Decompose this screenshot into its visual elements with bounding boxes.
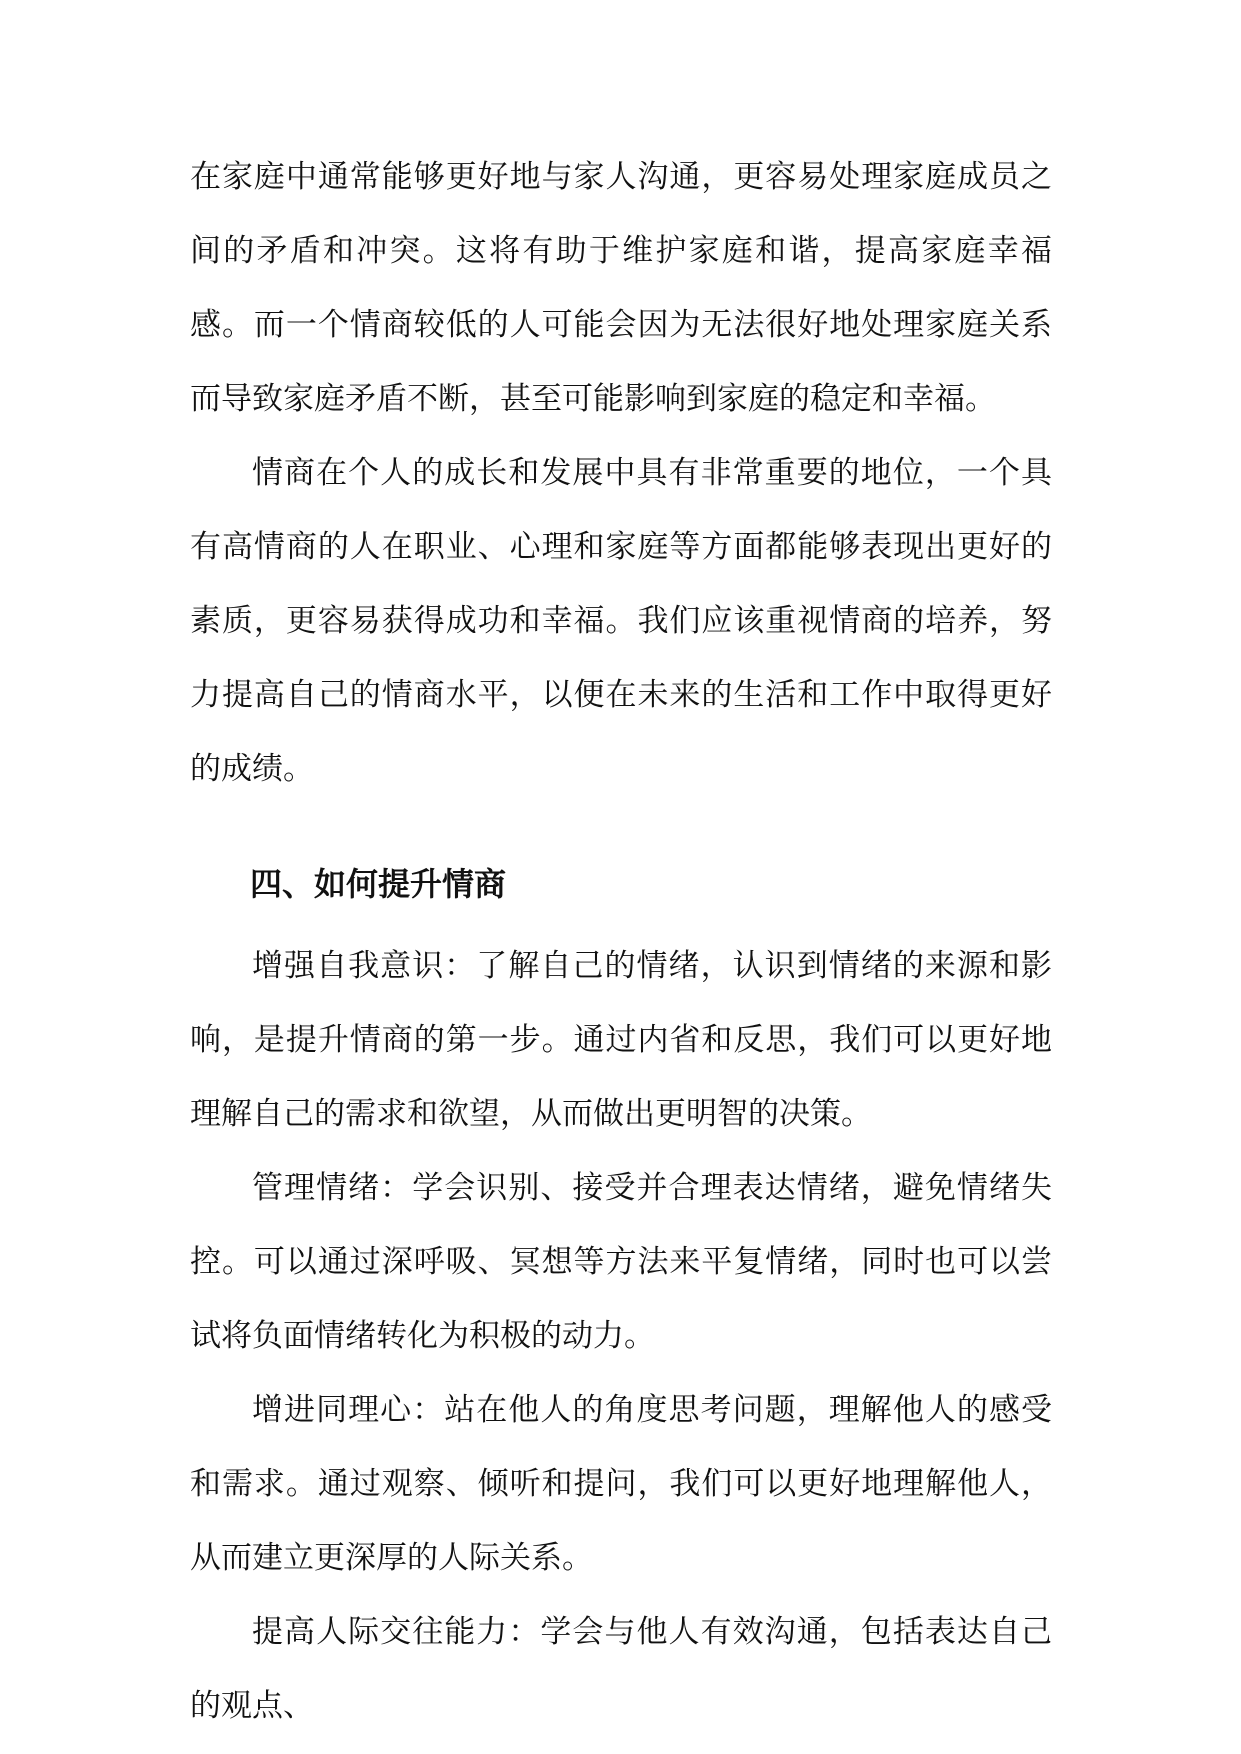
paragraph-self-awareness: 增强自我意识：了解自己的情绪，认识到情绪的来源和影响，是提升情商的第一步。通过内省和反思，我们可以更好地理解自己的需求和欲望，从而做出更明智的决策。 bbox=[190, 948, 1052, 1132]
paragraph-family-continuation: 在家庭中通常能够更好地与家人沟通，更容易处理家庭成员之间的矛盾和冲突。这将有助于维护家庭和谐，提高家庭幸福感。而一个情商较低的人可能会因为无法很好地处理家庭关系而导致家庭矛盾不断，甚至可能影响到家庭的稳定和幸福。 bbox=[190, 159, 1052, 417]
document-body bbox=[190, 140, 1052, 1743]
paragraph-interpersonal-skills: 提高人际交往能力：学会与他人有效沟通，包括表达自己的观点、 bbox=[190, 1614, 1052, 1724]
section-heading: 四、如何提升情商 bbox=[250, 865, 507, 903]
paragraph-empathy: 增进同理心：站在他人的角度思考问题，理解他人的感受和需求。通过观察、倾听和提问，我们可以更好地理解他人，从而建立更深厚的人际关系。 bbox=[190, 1392, 1052, 1576]
paragraph-eq-importance: 情商在个人的成长和发展中具有非常重要的地位，一个具有高情商的人在职业、心理和家庭等方面都能够表现出更好的素质，更容易获得成功和幸福。我们应该重视情商的培养，努力提高自己的情商水平，以便在未来的生活和工作中取得更好的成绩。 bbox=[190, 455, 1052, 787]
paragraph-manage-emotions: 管理情绪：学会识别、接受并合理表达情绪，避免情绪失控。可以通过深呼吸、冥想等方法来平复情绪，同时也可以尝试将负面情绪转化为积极的动力。 bbox=[190, 1170, 1052, 1354]
